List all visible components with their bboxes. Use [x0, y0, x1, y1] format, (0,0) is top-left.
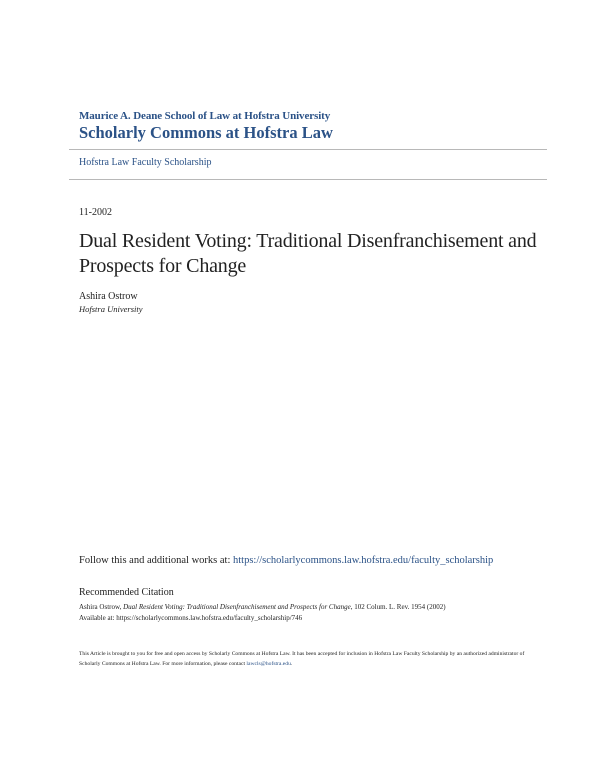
- institution-name[interactable]: Maurice A. Deane School of Law at Hofstra University: [79, 110, 331, 122]
- repository-header: [79, 110, 539, 142]
- citation-source: , 102 Colum. L. Rev. 1954 (2002): [350, 603, 446, 611]
- access-notice: [79, 649, 539, 669]
- citation-available-at[interactable]: Available at: https://scholarlycommons.law.hofstra.edu/faculty_scholarship/746: [79, 614, 303, 622]
- repository-name[interactable]: Scholarly Commons at Hofstra Law: [79, 123, 333, 142]
- article-title: Dual Resident Voting: Traditional Disenfranchisement and Prospects for Change: [79, 230, 537, 277]
- divider-bottom: [69, 179, 547, 180]
- follow-link[interactable]: https://scholarlycommons.law.hofstra.edu/faculty_scholarship: [233, 555, 494, 566]
- follow-line: [79, 555, 493, 566]
- collection-link[interactable]: Hofstra Law Faculty Scholarship: [79, 157, 212, 168]
- recommended-citation-heading: Recommended Citation: [79, 587, 174, 598]
- notice-end: .: [290, 661, 293, 667]
- citation-author: Ashira Ostrow,: [79, 603, 124, 611]
- follow-text: Follow this and additional works at:: [79, 555, 233, 566]
- contact-email-link[interactable]: lawcls@hofstra.edu: [246, 661, 291, 667]
- citation-title: Dual Resident Voting: Traditional Disenfranchisement and Prospects for Change: [123, 603, 351, 611]
- author-name: Ashira Ostrow: [79, 291, 138, 302]
- author-affiliation: Hofstra University: [79, 304, 143, 314]
- notice-text: This Article is brought to you for free and open access by Scholarly Commons at Hofstra Law. It has been accepted for inclusion in Hofstra Law Faculty Scholarship by an authorized administrator of Scholarly Commons at Hofstra Law. For more information, please contact: [79, 651, 525, 667]
- divider-top: [69, 149, 547, 150]
- recommended-citation: [79, 602, 549, 624]
- publication-date: 11-2002: [79, 207, 112, 218]
- citation-line: [79, 602, 549, 613]
